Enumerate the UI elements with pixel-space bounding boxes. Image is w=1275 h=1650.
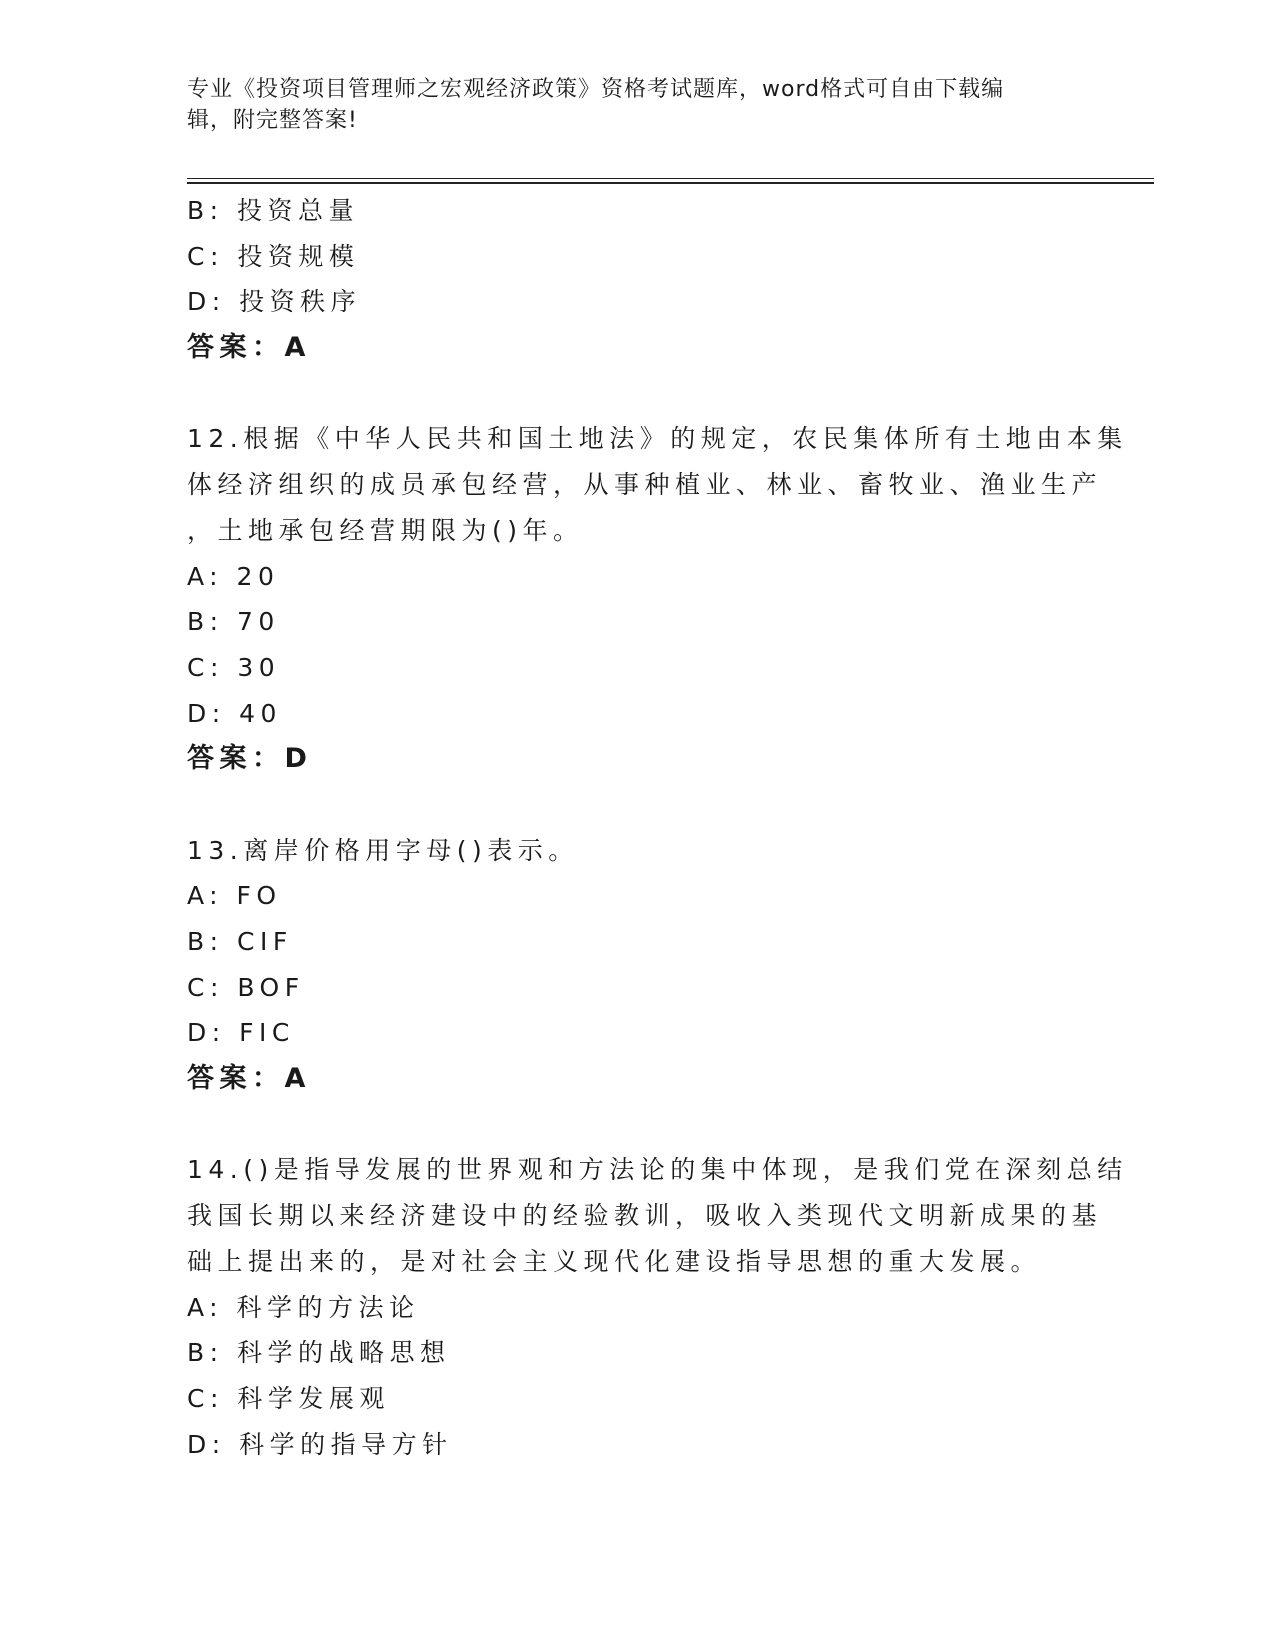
question-text: 14.()是指导发展的世界观和方法论的集中体现，是我们党在深刻总结 bbox=[187, 1155, 1128, 1185]
option-c: C: 科学发展观 bbox=[187, 1383, 390, 1413]
header-rule-thick bbox=[187, 182, 1154, 184]
question-text: ，土地承包经营期限为()年。 bbox=[187, 515, 584, 545]
option-c: C: BOF bbox=[187, 972, 305, 1002]
option-b: B: 科学的战略思想 bbox=[187, 1338, 451, 1368]
question-list bbox=[187, 188, 1128, 1467]
answer: 答案：A bbox=[187, 1063, 311, 1095]
question-text: 体经济组织的成员承包经营，从事种植业、林业、畜牧业、渔业生产 bbox=[187, 470, 1103, 500]
option-d: D: FIC bbox=[187, 1018, 295, 1048]
answer: 答案：D bbox=[187, 743, 313, 775]
option-c: C: 30 bbox=[187, 652, 281, 682]
header-line-1: 专业《投资项目管理师之宏观经济政策》资格考试题库，word格式可自由下载编 bbox=[187, 77, 1005, 102]
option-b: B: 投资总量 bbox=[187, 196, 360, 225]
question-text: 12.根据《中华人民共和国土地法》的规定，农民集体所有土地由本集 bbox=[187, 424, 1128, 454]
question-text: 13.离岸价格用字母()表示。 bbox=[187, 835, 579, 865]
option-b: B: 70 bbox=[187, 607, 280, 637]
option-c: C: 投资规模 bbox=[187, 241, 360, 271]
question-11-continued bbox=[187, 188, 1087, 371]
option-a: A: FO bbox=[187, 881, 282, 911]
option-d: D: 40 bbox=[187, 698, 282, 728]
option-b: B: CIF bbox=[187, 927, 293, 956]
header-line-2: 辑，附完整答案! bbox=[187, 108, 358, 133]
question-text: 础上提出来的，是对社会主义现代化建设指导思想的重大发展。 bbox=[187, 1246, 1042, 1276]
header-rule-thin bbox=[187, 178, 1154, 179]
option-a: A: 20 bbox=[187, 561, 280, 591]
option-d: D: 投资秩序 bbox=[187, 287, 362, 317]
question-text: 我国长期以来经济建设中的经验教训，吸收入类现代文明新成果的基 bbox=[187, 1201, 1103, 1231]
page-header bbox=[187, 74, 1067, 136]
option-d: D: 科学的指导方针 bbox=[187, 1429, 453, 1459]
question-12 bbox=[187, 416, 1128, 782]
option-a: A: 科学的方法论 bbox=[187, 1292, 420, 1322]
question-14 bbox=[187, 1147, 1128, 1467]
answer: 答案：A bbox=[187, 332, 311, 364]
question-13 bbox=[187, 828, 1087, 1102]
